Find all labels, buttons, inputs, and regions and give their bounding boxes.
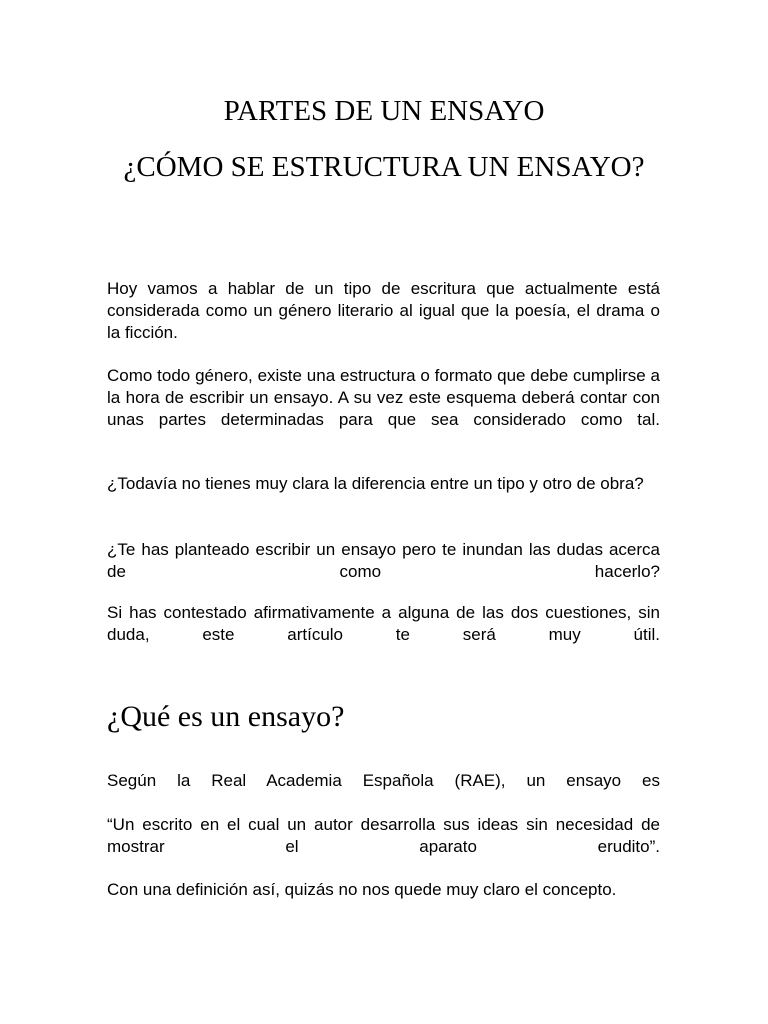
intro-paragraph: Como todo género, existe una estructura o formato que debe cumplirse a la hora de escribir un ensayo. A su vez este esquema deberá contar con unas partes determinadas para que sea considerado como tal.	[107, 366, 660, 429]
section-paragraph: Según la Real Academia Española (RAE), un ensayo es	[107, 771, 660, 790]
intro-paragraph-5-block	[107, 602, 660, 646]
section-paragraph: “Un escrito en el cual un autor desarrolla sus ideas sin necesidad de mostrar el aparato erudito”.	[107, 815, 660, 856]
document-subtitle: ¿CÓMO SE ESTRUCTURA UN ENSAYO?	[123, 151, 645, 183]
intro-paragraph-4-block	[107, 539, 660, 583]
intro-paragraph: ¿Te has planteado escribir un ensayo pero te inundan las dudas acerca de como hacerlo?	[107, 540, 660, 581]
document-title: PARTES DE UN ENSAYO	[223, 95, 545, 127]
section-paragraph-3-block	[107, 879, 660, 901]
intro-paragraph-2-block	[107, 365, 660, 431]
section-paragraph-1-block	[107, 770, 660, 792]
intro-paragraph: Hoy vamos a hablar de un tipo de escritura que actualmente está considerada como un género literario al igual que la poesía, el drama o la ficción.	[107, 279, 660, 342]
section-paragraph: Con una definición así, quizás no nos quede muy claro el concepto.	[107, 880, 617, 899]
section-paragraph-2-block	[107, 814, 660, 858]
intro-paragraph-1-block	[107, 278, 660, 344]
intro-paragraph: Si has contestado afirmativamente a alguna de las dos cuestiones, sin duda, este artículo te será muy útil.	[107, 603, 660, 644]
intro-paragraph-3-block	[107, 473, 660, 495]
intro-paragraph: ¿Todavía no tienes muy clara la diferencia entre un tipo y otro de obra?	[107, 474, 644, 493]
section-heading: ¿Qué es un ensayo?	[107, 700, 345, 733]
